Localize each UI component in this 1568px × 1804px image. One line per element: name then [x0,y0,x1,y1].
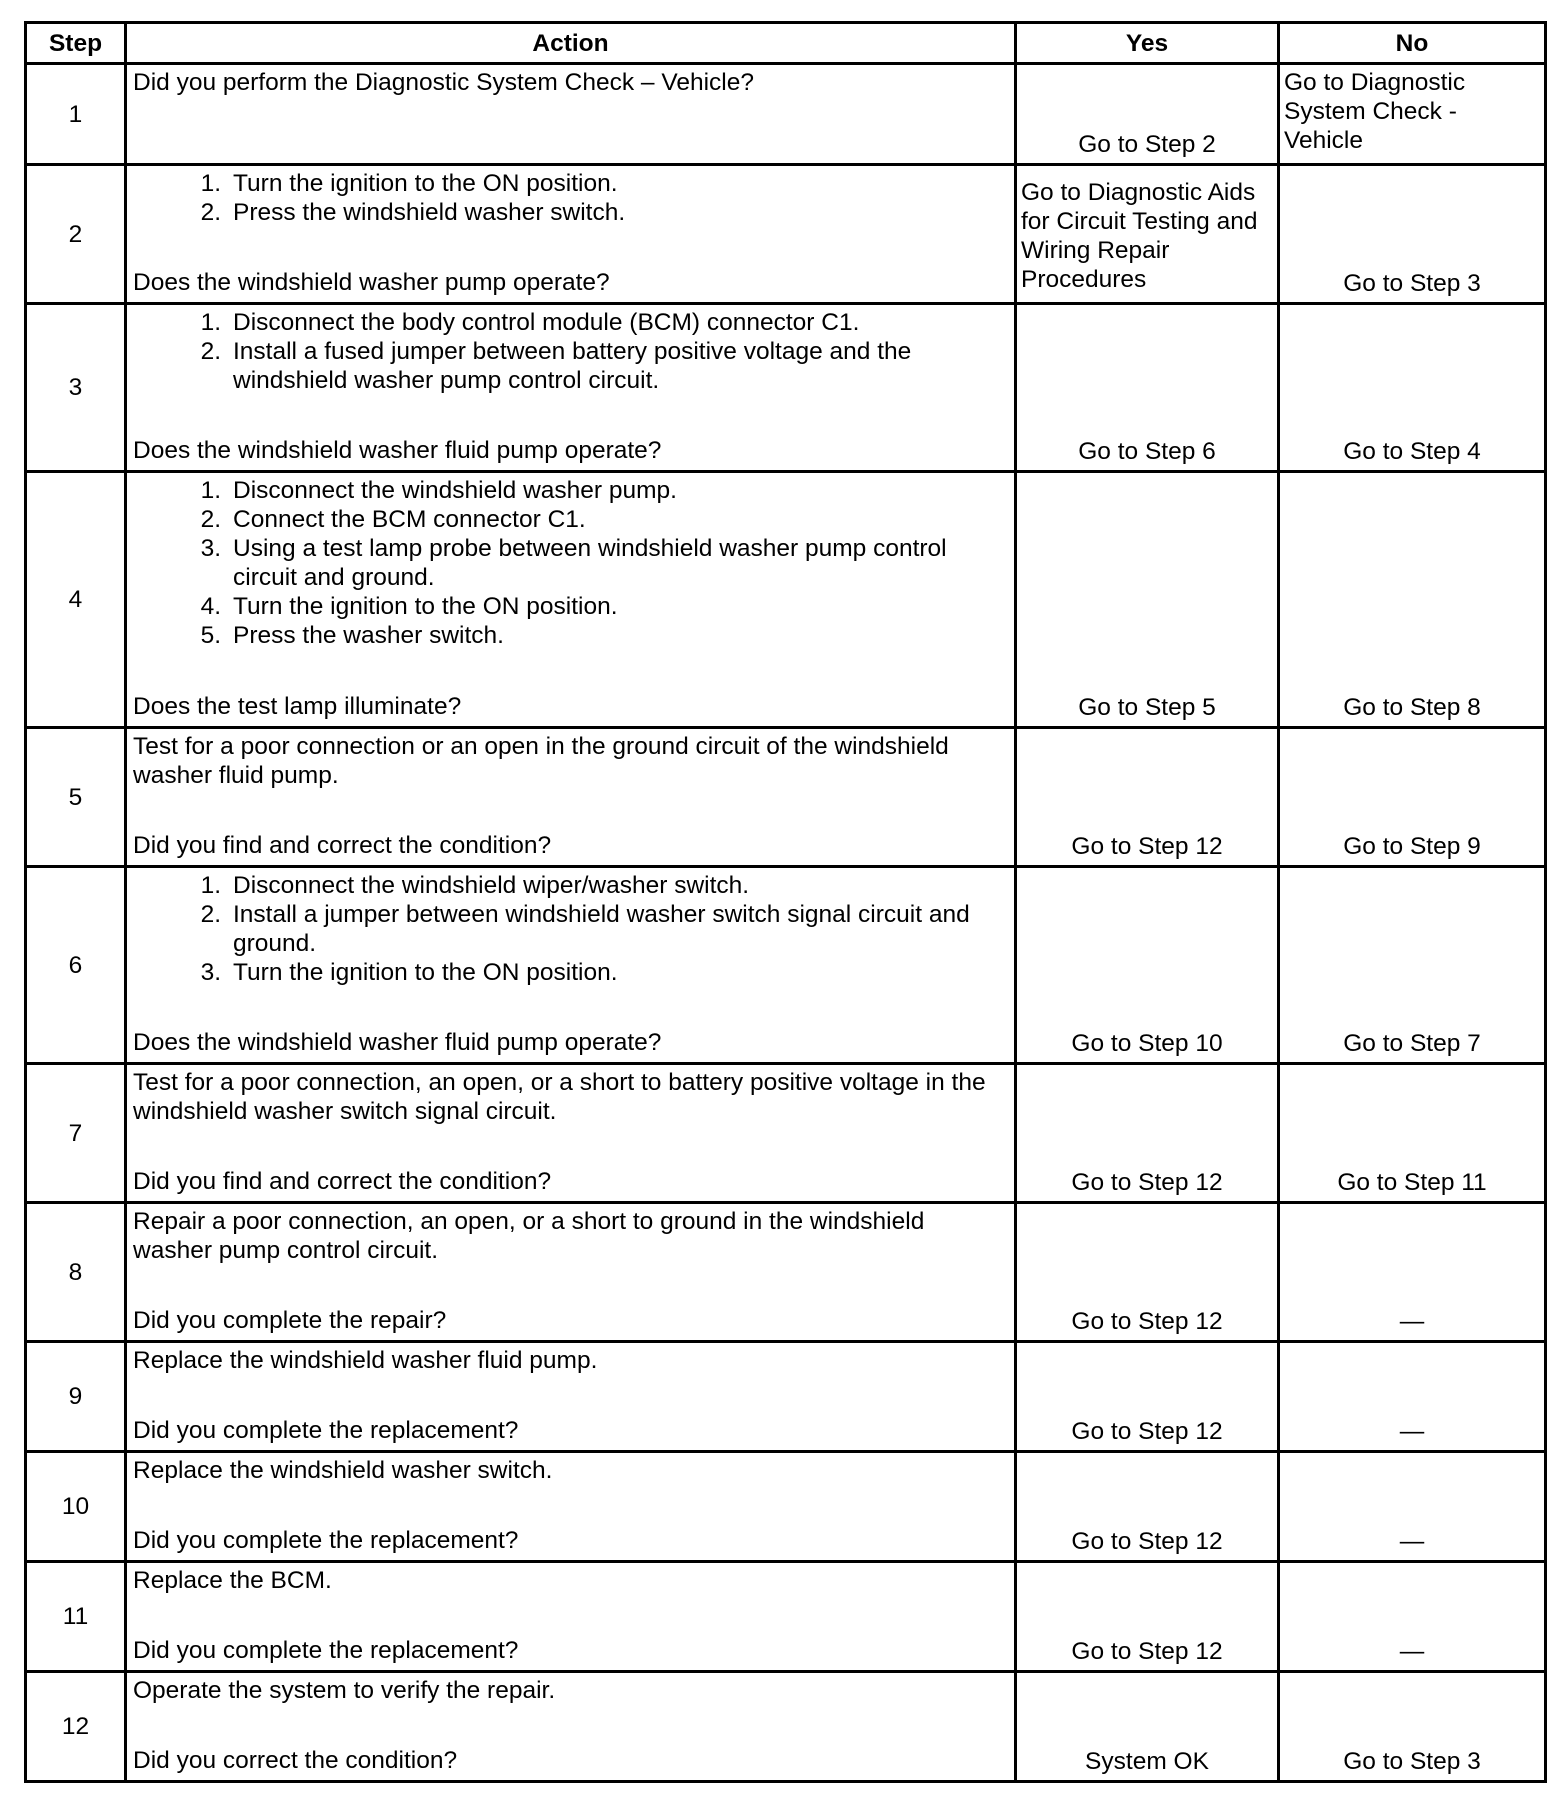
table-row [26,867,1546,1064]
list-item: 1. Turn the ignition to the ON position. [200,170,618,197]
action-cell [126,1064,1016,1203]
yes-cell: Go to Step 12 [1016,1452,1279,1562]
step-number: 2 [26,165,126,304]
yes-cell: Go to Step 5 [1016,472,1279,728]
list-item: 1. Disconnect the windshield washer pump. [200,477,677,504]
no-cell: — [1279,1562,1546,1672]
yes-cell: Go to Step 6 [1016,304,1279,472]
table-row [26,1342,1546,1452]
yes-cell: Go to Step 12 [1016,1342,1279,1452]
step-number: 4 [26,472,126,728]
action-steps [133,308,1008,395]
table-row [26,304,1546,472]
action-question: Did you complete the replacement? [133,1417,519,1444]
step-number: 9 [26,1342,126,1452]
no-cell: — [1279,1452,1546,1562]
action-cell [126,1203,1016,1342]
action-question: Does the windshield washer pump operate? [133,269,610,296]
no-cell: Go to Step 7 [1279,867,1546,1064]
action-cell [126,472,1016,728]
action-steps [133,871,1008,987]
step-number: 6 [26,867,126,1064]
action-cell [126,165,1016,304]
yes-cell: Go to Step 12 [1016,1203,1279,1342]
action-cell [126,1562,1016,1672]
step-number: 11 [26,1562,126,1672]
yes-cell: Go to Step 12 [1016,1562,1279,1672]
table-row [26,64,1546,165]
action-question: Did you complete the replacement? [133,1637,519,1664]
no-cell: — [1279,1342,1546,1452]
action-steps [133,169,1008,227]
header-no: No [1279,23,1546,64]
header-step: Step [26,23,126,64]
no-cell: Go to Step 4 [1279,304,1546,472]
action-cell [126,1342,1016,1452]
action-text: Did you perform the Diagnostic System Check – Vehicle? [133,69,754,96]
action-text: Replace the BCM. [133,1567,332,1594]
list-item: 5. Press the washer switch. [200,622,504,649]
list-item: 4. Turn the ignition to the ON position. [200,593,618,620]
step-number: 1 [26,64,126,165]
action-question: Does the test lamp illuminate? [133,693,462,720]
yes-cell: System OK [1016,1672,1279,1782]
action-question: Did you find and correct the condition? [133,1168,552,1195]
yes-cell: Go to Step 2 [1016,64,1279,165]
action-text: Repair a poor connection, an open, or a short to ground in the windshield washer pump control circuit. [133,1208,925,1264]
action-question: Did you correct the condition? [133,1747,458,1774]
table-row [26,1452,1546,1562]
action-steps [133,476,1008,650]
action-cell [126,1672,1016,1782]
action-cell [126,867,1016,1064]
table-row [26,1562,1546,1672]
list-item: 2. Press the windshield washer switch. [200,199,626,226]
action-question: Does the windshield washer fluid pump operate? [133,437,662,464]
list-item: 2. Connect the BCM connector C1. [200,506,586,533]
yes-cell: Go to Step 12 [1016,1064,1279,1203]
table-row [26,728,1546,867]
yes-cell: Go to Diagnostic Aids for Circuit Testing and Wiring Repair Procedures [1016,165,1279,304]
table-row [26,1203,1546,1342]
action-cell [126,728,1016,867]
no-cell: Go to Diagnostic System Check - Vehicle [1279,64,1546,165]
action-question: Does the windshield washer fluid pump operate? [133,1029,662,1056]
yes-cell: Go to Step 12 [1016,728,1279,867]
action-cell [126,1452,1016,1562]
no-cell: Go to Step 3 [1279,165,1546,304]
step-number: 7 [26,1064,126,1203]
header-row [26,23,1546,64]
yes-cell: Go to Step 10 [1016,867,1279,1064]
no-cell: Go to Step 9 [1279,728,1546,867]
table-row [26,472,1546,728]
header-yes: Yes [1016,23,1279,64]
action-text: Operate the system to verify the repair. [133,1677,556,1704]
diagnostic-table [24,21,1547,1783]
action-cell [126,304,1016,472]
no-cell: Go to Step 11 [1279,1064,1546,1203]
step-number: 5 [26,728,126,867]
no-cell: Go to Step 3 [1279,1672,1546,1782]
list-item: 2. Install a jumper between windshield washer switch signal circuit and ground. [200,901,970,957]
action-question: Did you complete the repair? [133,1307,447,1334]
action-question: Did you complete the replacement? [133,1527,519,1554]
action-question: Did you find and correct the condition? [133,832,552,859]
action-text: Replace the windshield washer fluid pump. [133,1347,598,1374]
action-text: Replace the windshield washer switch. [133,1457,553,1484]
no-cell: — [1279,1203,1546,1342]
step-number: 8 [26,1203,126,1342]
list-item: 2. Install a fused jumper between battery positive voltage and the windshield washer pump control circuit. [200,338,912,394]
action-text: Test for a poor connection or an open in the ground circuit of the windshield washer fluid pump. [133,733,949,789]
action-cell [126,64,1016,165]
action-text: Test for a poor connection, an open, or a short to battery positive voltage in the windshield washer switch signal circuit. [133,1069,986,1125]
list-item: 1. Disconnect the windshield wiper/washer switch. [200,872,750,899]
header-action: Action [126,23,1016,64]
step-number: 12 [26,1672,126,1782]
step-number: 3 [26,304,126,472]
table-row [26,1064,1546,1203]
no-cell: Go to Step 8 [1279,472,1546,728]
step-number: 10 [26,1452,126,1562]
list-item: 3. Using a test lamp probe between windshield washer pump control circuit and ground. [200,535,947,591]
table-row [26,165,1546,304]
list-item: 3. Turn the ignition to the ON position. [200,959,618,986]
table-row [26,1672,1546,1782]
list-item: 1. Disconnect the body control module (BCM) connector C1. [200,309,860,336]
